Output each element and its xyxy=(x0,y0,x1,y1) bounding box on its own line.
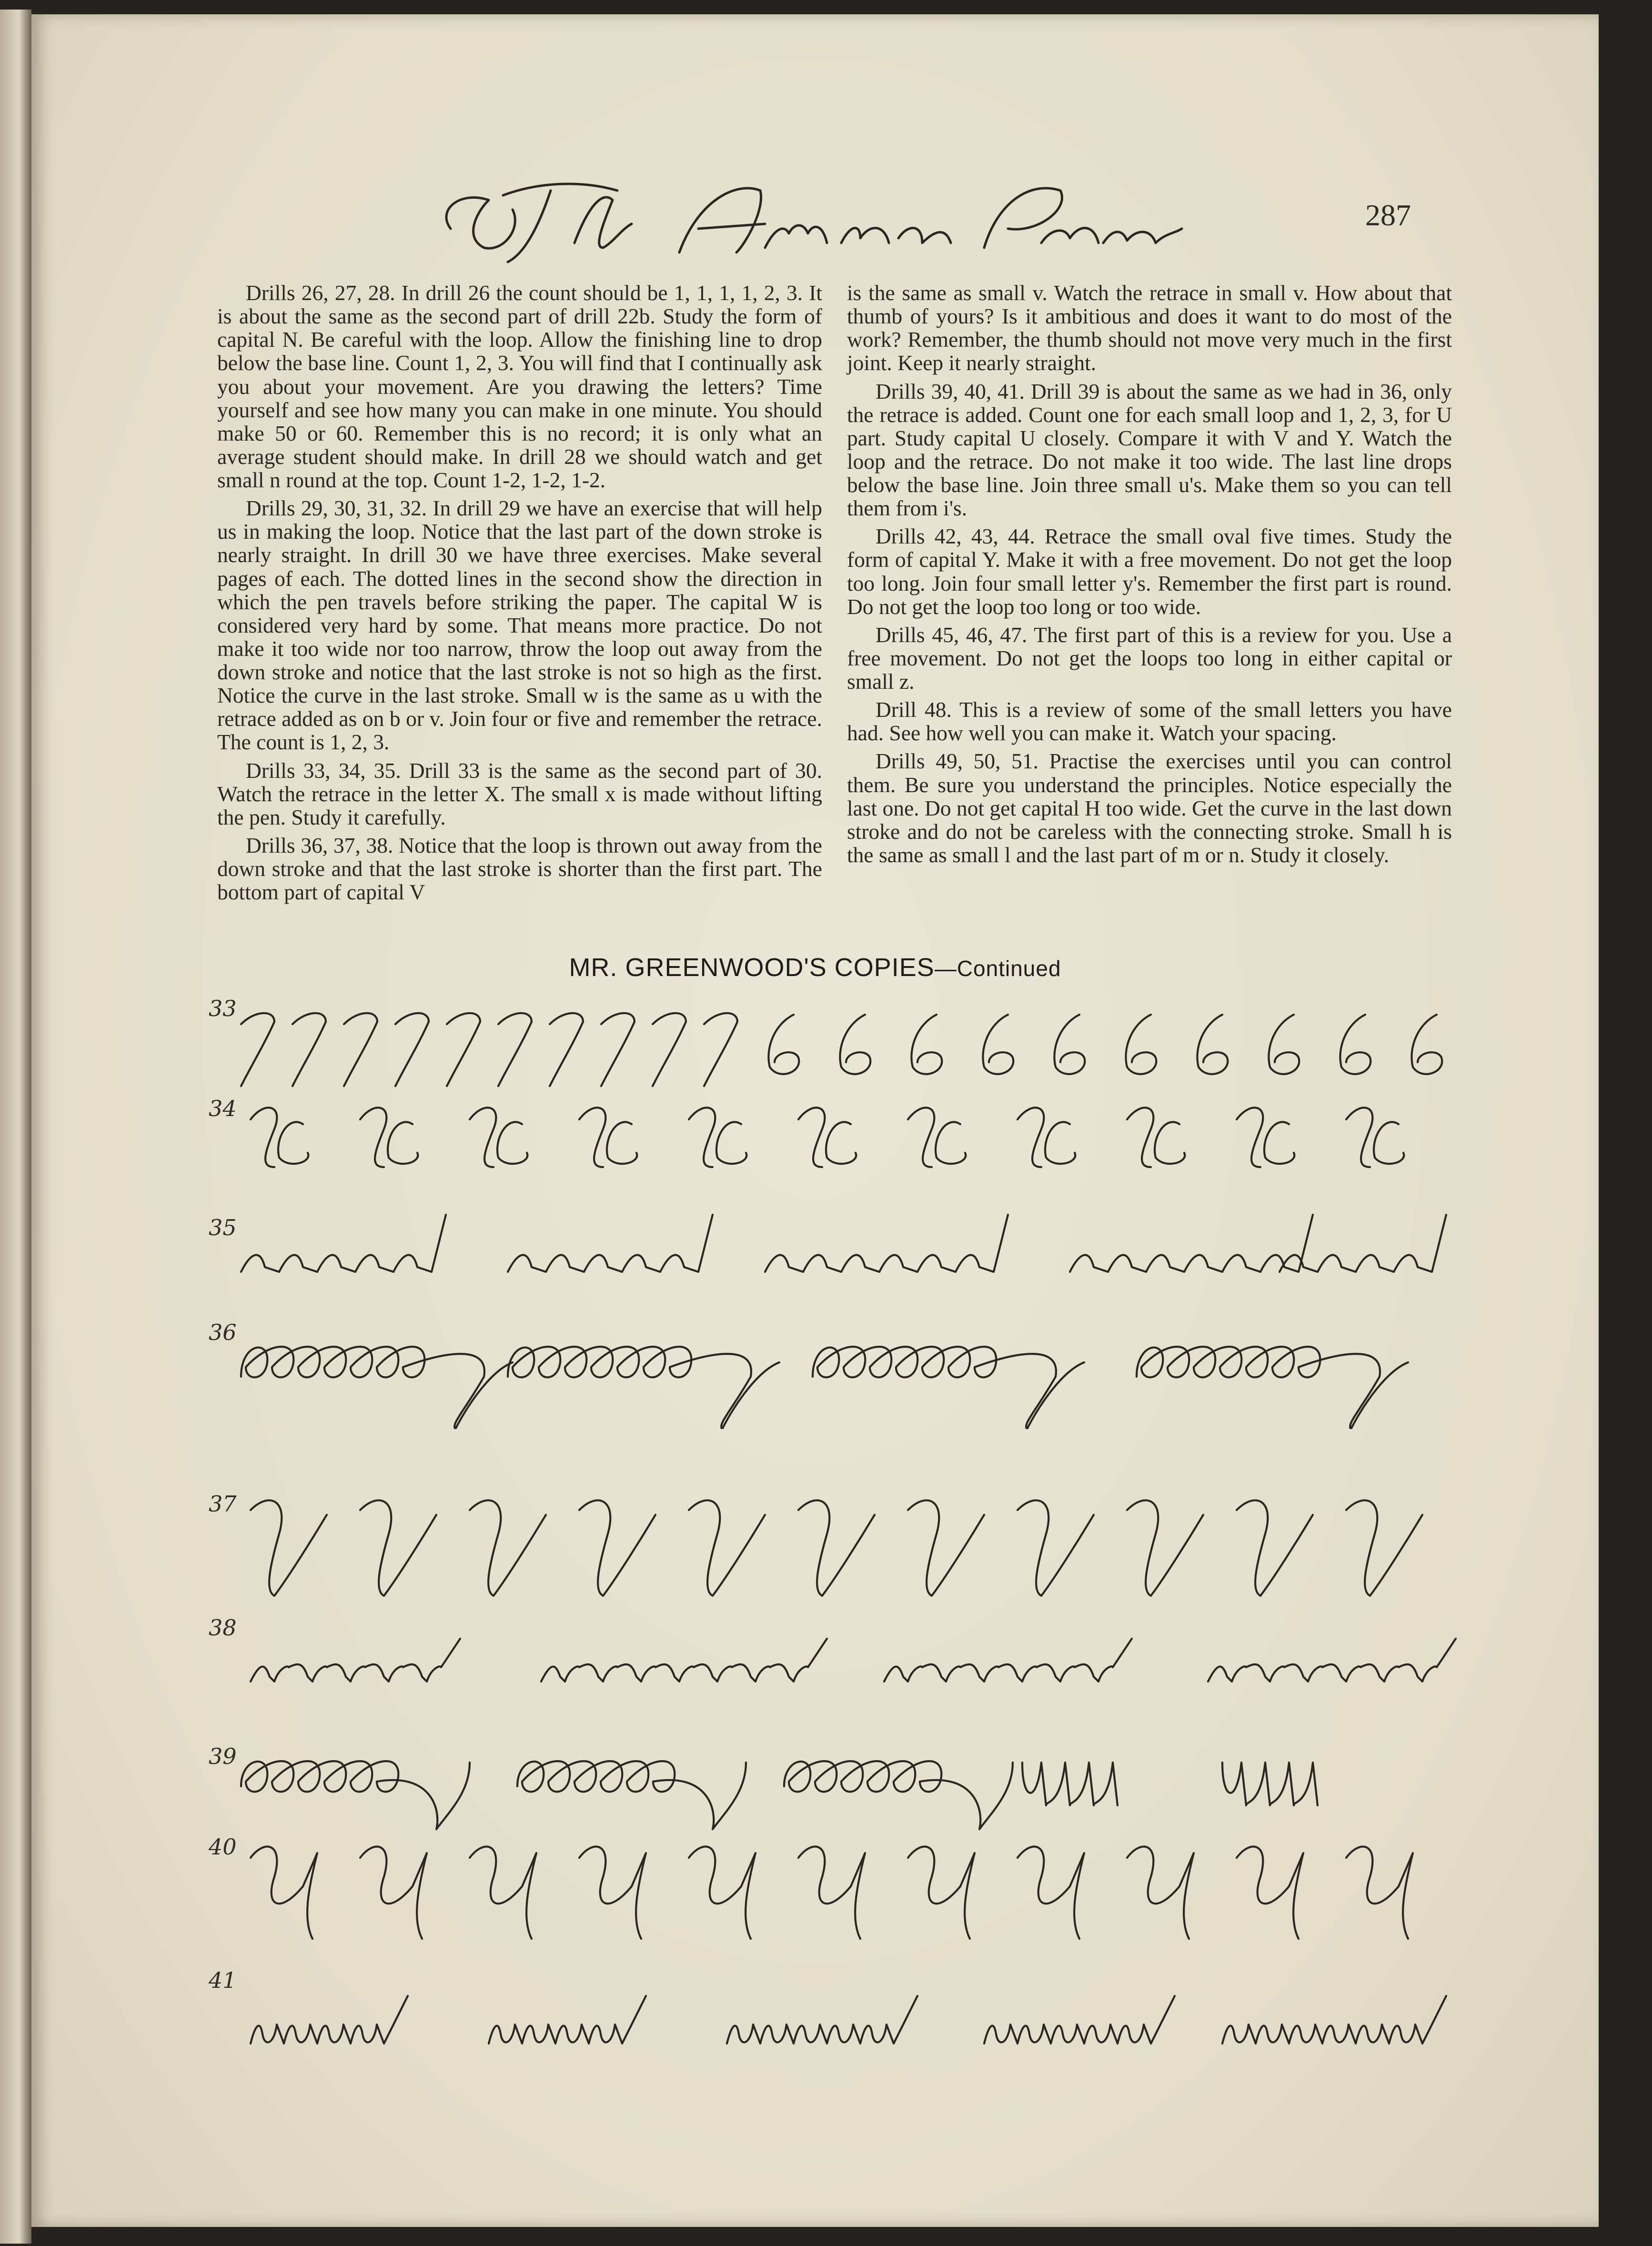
stroke-six xyxy=(1054,1015,1085,1074)
drill-number: 38 xyxy=(209,1615,237,1641)
drill-row-40 xyxy=(31,1824,1599,1948)
stroke-capital-v xyxy=(1346,1501,1422,1596)
stroke-oval-u xyxy=(241,1761,470,1829)
stroke-seven xyxy=(241,1013,274,1086)
stroke-capital-v xyxy=(689,1501,765,1596)
penmanship-drill-35 xyxy=(31,1196,1599,1281)
stroke-small-x-chain xyxy=(241,1215,446,1272)
stroke-small-u-group xyxy=(1022,1763,1118,1805)
stroke-capital-u xyxy=(1346,1847,1413,1939)
stroke-seven xyxy=(601,1013,635,1086)
stroke-small-x-chain xyxy=(1279,1215,1446,1272)
stroke-capital-u xyxy=(360,1847,427,1939)
drill-row-41 xyxy=(31,1967,1599,2063)
stroke-oval-v xyxy=(1137,1347,1408,1429)
paragraph-continuation: is the same as small v. Watch the retrace in small v. How about that thumb of yours? Is it ambitious and does it want to do most of the work? Remember, the thumb should not move very much in the first joint. Keep it nearly straight. xyxy=(847,281,1452,375)
drill-row-38 xyxy=(31,1610,1599,1691)
drill-row-36 xyxy=(31,1315,1599,1429)
stroke-capital-u xyxy=(251,1847,317,1939)
penmanship-drill-41 xyxy=(31,1967,1599,2063)
stroke-small-u-chain xyxy=(984,1996,1175,2044)
stroke-capital-v xyxy=(579,1501,655,1596)
stroke-capital-u xyxy=(579,1847,646,1939)
stroke-small-u-chain xyxy=(251,1996,408,2044)
paragraph-drills-29-32: Drills 29, 30, 31, 32. In drill 29 we have an exercise that will help us in making the loop. Notice that the last part of the down stroke is nearly straight. In drill 30 we have three exercises. Make several pages of each. The dotted lines in the second show the direction in which the pen travels before striking the paper. The capital W is considered very hard by some. That means more practice. Do not make it too wide nor too narrow, throw the loop out away from the down stroke and notice that the last stroke is not so high as the first. Notice the curve in the last stroke. Small w is the same as u with the retrace added as on b or v. Join four or five and remember the retrace. The count is 1, 2, 3. xyxy=(217,496,822,755)
stroke-seven xyxy=(395,1013,429,1086)
text-column-left xyxy=(217,281,822,908)
stroke-small-v-chain xyxy=(1208,1639,1456,1682)
stroke-small-x-chain xyxy=(765,1215,1008,1272)
stroke-seven xyxy=(704,1013,737,1086)
stroke-small-v-chain xyxy=(884,1639,1132,1682)
stroke-capital-u xyxy=(1127,1847,1194,1939)
stroke-small-u-chain xyxy=(727,1996,917,2044)
stroke-six xyxy=(1411,1015,1442,1074)
penmanship-drill-37 xyxy=(31,1481,1599,1610)
stroke-capital-v xyxy=(1017,1501,1094,1596)
stroke-six xyxy=(911,1015,942,1074)
stroke-small-v-chain xyxy=(541,1639,827,1682)
stroke-capital-u xyxy=(470,1847,536,1939)
stroke-oval-v xyxy=(508,1347,779,1429)
stroke-six xyxy=(983,1015,1013,1074)
stroke-capital-u xyxy=(1237,1847,1303,1939)
stroke-capital-x xyxy=(689,1108,746,1167)
stroke-seven xyxy=(653,1013,686,1086)
drill-number: 34 xyxy=(209,1096,237,1121)
drill-number: 35 xyxy=(209,1215,237,1240)
stroke-oval-u xyxy=(784,1761,1013,1829)
page-number: 287 xyxy=(1365,198,1411,232)
copies-continued: —Continued xyxy=(934,956,1061,981)
stroke-small-u-chain xyxy=(489,1996,646,2044)
paragraph-drills-42-44: Drills 42, 43, 44. Retrace the small oval five times. Study the form of capital Y. Make it with a free movement. Do not get the loop too long. Join four small letter y's. Remember the first part is round. Do not get the loop too long or too wide. xyxy=(847,524,1452,619)
penmanship-drill-34 xyxy=(31,1086,1599,1181)
paragraph-drill-48: Drill 48. This is a review of some of the small letters you have had. See how well you can make it. Watch your spacing. xyxy=(847,697,1452,745)
paragraph-drills-49-51: Drills 49, 50, 51. Practise the exercises until you can control them. Be sure you understand the principles. Notice especially the last one. Do not get capital H too wide. Get the curve in the last down stroke and do not be careless with the connecting stroke. Small h is the same as small l and the last part of m or n. Study it closely. xyxy=(847,749,1452,867)
stroke-capital-x xyxy=(1346,1108,1404,1167)
paragraph-drills-36-38: Drills 36, 37, 38. Notice that the loop is thrown out away from the down stroke and that the last stroke is shorter than the first part. The bottom part of capital V xyxy=(217,833,822,905)
stroke-capital-v xyxy=(251,1501,327,1596)
masthead-logo xyxy=(432,171,1194,272)
paragraph-drills-45-47: Drills 45, 46, 47. The first part of this is a review for you. Use a free movement. Do not get the loops too long in either capital or small z. xyxy=(847,622,1452,694)
stroke-small-u-group xyxy=(1222,1763,1318,1805)
text-column-right xyxy=(847,281,1452,871)
stroke-six xyxy=(1126,1015,1156,1074)
stroke-seven xyxy=(447,1013,480,1086)
penmanship-drill-36 xyxy=(31,1315,1599,1429)
stroke-six xyxy=(768,1015,799,1074)
copies-heading xyxy=(31,953,1599,982)
stroke-capital-u xyxy=(689,1847,755,1939)
penmanship-drill-39 xyxy=(31,1734,1599,1839)
stroke-seven xyxy=(550,1013,583,1086)
stroke-six xyxy=(1269,1015,1299,1074)
drill-row-39 xyxy=(31,1734,1599,1839)
stroke-seven xyxy=(344,1013,377,1086)
stroke-capital-x xyxy=(579,1108,637,1167)
facing-page-edge xyxy=(0,10,31,2244)
stroke-capital-v xyxy=(1127,1501,1203,1596)
penmanship-drill-33 xyxy=(31,996,1599,1096)
stroke-seven xyxy=(292,1013,326,1086)
paragraph-drills-39-41: Drills 39, 40, 41. Drill 39 is about the same as we had in 36, only the retrace is added. Count one for each small loop and 1, 2, 3, for U part. Study capital U closely. Compare it with V and Y. Watch the loop and the retrace. Do not make it too wide. The last line drops below the base line. Join three small u's. Make them so you can tell them from i's. xyxy=(847,379,1452,521)
stroke-oval-v xyxy=(813,1347,1084,1429)
stroke-six xyxy=(1197,1015,1228,1074)
drill-number: 40 xyxy=(209,1834,237,1860)
stroke-capital-u xyxy=(798,1847,865,1939)
stroke-capital-u xyxy=(908,1847,975,1939)
stroke-seven xyxy=(498,1013,532,1086)
stroke-capital-x xyxy=(798,1108,856,1167)
stroke-capital-x xyxy=(1237,1108,1294,1167)
stroke-capital-v xyxy=(470,1501,546,1596)
stroke-small-x-chain xyxy=(508,1215,713,1272)
stroke-small-x-chain xyxy=(1070,1215,1313,1272)
stroke-capital-v xyxy=(360,1501,436,1596)
stroke-capital-v xyxy=(908,1501,984,1596)
drill-number: 36 xyxy=(209,1319,237,1345)
stroke-capital-v xyxy=(798,1501,875,1596)
stroke-capital-u xyxy=(1017,1847,1084,1939)
drill-row-37 xyxy=(31,1481,1599,1610)
stroke-capital-x xyxy=(360,1108,418,1167)
svg-text:The American Penman: The American Penman xyxy=(810,269,816,270)
drill-number: 41 xyxy=(209,1967,237,1993)
penmanship-drill-38 xyxy=(31,1610,1599,1691)
paragraph-drills-33-35: Drills 33, 34, 35. Drill 33 is the same as the second part of 30. Watch the retrace in the letter X. The small x is made without lifting the pen. Study it carefully. xyxy=(217,758,822,829)
stroke-small-v-chain xyxy=(251,1639,460,1682)
stroke-capital-x xyxy=(251,1108,308,1167)
stroke-capital-x xyxy=(1127,1108,1185,1167)
drill-row-35 xyxy=(31,1196,1599,1281)
magazine-page xyxy=(31,14,1599,2227)
stroke-small-u-chain xyxy=(1222,1996,1446,2044)
stroke-capital-x xyxy=(908,1108,966,1167)
stroke-capital-x xyxy=(470,1108,527,1167)
penmanship-drill-40 xyxy=(31,1824,1599,1948)
stroke-capital-x xyxy=(1017,1108,1075,1167)
drill-number: 33 xyxy=(209,996,237,1021)
stroke-oval-u xyxy=(517,1761,746,1829)
stroke-six xyxy=(1340,1015,1370,1074)
drill-row-33 xyxy=(31,996,1599,1096)
drill-row-34 xyxy=(31,1086,1599,1181)
copies-title: MR. GREENWOOD'S COPIES xyxy=(569,953,935,982)
paragraph-drills-26-28: Drills 26, 27, 28. In drill 26 the count should be 1, 1, 1, 1, 2, 3. It is about the same as the second part of drill 22b. Study the form of capital N. Be careful with the loop. Allow the finishing line to drop below the base line. Count 1, 2, 3. You will find that I continually ask you about your movement. Are you drawing the letters? Time yourself and see how many you can make in one minute. You should make 50 or 60. Remember this is no record; it is only what an average student should make. In drill 28 we should watch and get small n round at the top. Count 1-2, 1-2, 1-2. xyxy=(217,281,822,492)
stroke-oval-v xyxy=(241,1347,513,1429)
stroke-six xyxy=(840,1015,870,1074)
drill-number: 37 xyxy=(209,1491,237,1517)
stroke-capital-v xyxy=(1237,1501,1313,1596)
drill-number: 39 xyxy=(209,1743,237,1769)
